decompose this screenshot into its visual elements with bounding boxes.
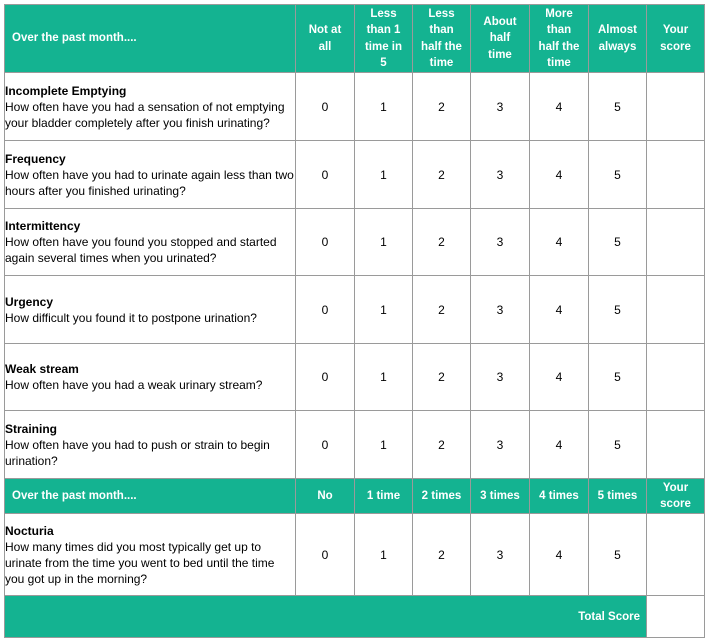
score-option-5[interactable]: 5 <box>589 514 647 596</box>
question-cell <box>5 209 296 276</box>
score-option-1[interactable]: 1 <box>355 344 413 411</box>
score-option-5[interactable]: 5 <box>589 344 647 411</box>
score-option-5[interactable]: 5 <box>589 411 647 479</box>
question-text: How often have you found you stopped and started again several times when you urinated? <box>5 235 277 265</box>
score-option-3[interactable]: 3 <box>471 73 530 141</box>
score-option-3[interactable]: 3 <box>471 344 530 411</box>
your-score-field[interactable] <box>647 276 705 344</box>
question-row-straining <box>5 411 705 479</box>
score-option-4[interactable]: 4 <box>530 514 589 596</box>
score-option-1[interactable]: 1 <box>355 411 413 479</box>
header-col-no: No <box>296 479 355 514</box>
question-title: Urgency <box>5 294 54 309</box>
score-option-4[interactable]: 4 <box>530 344 589 411</box>
score-option-3[interactable]: 3 <box>471 141 530 209</box>
score-option-2[interactable]: 2 <box>413 73 471 141</box>
header-question: Over the past month.... <box>5 479 296 514</box>
question-title: Weak stream <box>5 362 79 376</box>
score-option-3[interactable]: 3 <box>471 411 530 479</box>
score-option-3[interactable]: 3 <box>471 209 530 276</box>
your-score-field[interactable] <box>647 73 705 141</box>
score-option-4[interactable]: 4 <box>530 276 589 344</box>
score-option-2[interactable]: 2 <box>413 411 471 479</box>
score-option-2[interactable]: 2 <box>413 344 471 411</box>
question-cell <box>5 141 296 209</box>
header-col-1-time: 1 time <box>355 479 413 514</box>
question-title: Straining <box>5 421 58 436</box>
score-option-1[interactable]: 1 <box>355 209 413 276</box>
header-col-about-half: About half time <box>471 5 530 73</box>
your-score-field[interactable] <box>647 344 705 411</box>
question-title: Nocturia <box>5 523 54 538</box>
score-option-1[interactable]: 1 <box>355 73 413 141</box>
score-option-0[interactable]: 0 <box>296 209 355 276</box>
score-option-2[interactable]: 2 <box>413 276 471 344</box>
question-text: How difficult you found it to postpone urination? <box>5 310 257 325</box>
question-row-frequency <box>5 141 705 209</box>
symptom-score-table <box>4 4 705 638</box>
header-col-4-times: 4 times <box>530 479 589 514</box>
question-cell <box>5 344 296 411</box>
score-option-0[interactable]: 0 <box>296 514 355 596</box>
header-col-more-than-half: More than half the time <box>530 5 589 73</box>
score-option-0[interactable]: 0 <box>296 411 355 479</box>
score-option-4[interactable]: 4 <box>530 141 589 209</box>
header-col-your-score: Your score <box>647 479 705 514</box>
question-text: How often have you had a sensation of not emptying your bladder completely after you finish urinating? <box>5 99 285 130</box>
header-col-not-at-all: Not at all <box>296 5 355 73</box>
question-text: How often have you had a weak urinary stream? <box>5 378 263 392</box>
score-option-1[interactable]: 1 <box>355 514 413 596</box>
header-col-less-than-1-in-5: Less than 1 time in 5 <box>355 5 413 73</box>
score-option-0[interactable]: 0 <box>296 344 355 411</box>
score-option-0[interactable]: 0 <box>296 276 355 344</box>
score-option-5[interactable]: 5 <box>589 73 647 141</box>
question-row-intermittency <box>5 209 705 276</box>
question-title: Frequency <box>5 151 66 166</box>
header-row <box>5 5 705 73</box>
total-score-label: Total Score <box>5 596 647 638</box>
question-cell <box>5 276 296 344</box>
score-option-5[interactable]: 5 <box>589 276 647 344</box>
score-option-0[interactable]: 0 <box>296 73 355 141</box>
question-row-urgency <box>5 276 705 344</box>
score-option-0[interactable]: 0 <box>296 141 355 209</box>
your-score-field[interactable] <box>647 209 705 276</box>
question-row-weak-stream <box>5 344 705 411</box>
total-score-field[interactable] <box>647 596 705 638</box>
score-option-3[interactable]: 3 <box>471 514 530 596</box>
your-score-field[interactable] <box>647 514 705 596</box>
score-option-4[interactable]: 4 <box>530 73 589 141</box>
score-option-4[interactable]: 4 <box>530 209 589 276</box>
score-option-2[interactable]: 2 <box>413 141 471 209</box>
score-option-3[interactable]: 3 <box>471 276 530 344</box>
question-cell <box>5 514 296 596</box>
header-col-5-times: 5 times <box>589 479 647 514</box>
question-cell <box>5 73 296 141</box>
question-row-incomplete-emptying <box>5 73 705 141</box>
score-option-1[interactable]: 1 <box>355 141 413 209</box>
header-col-2-times: 2 times <box>413 479 471 514</box>
header-col-3-times: 3 times <box>471 479 530 514</box>
header-col-your-score: Your score <box>647 5 705 73</box>
header-col-less-than-half: Less than half the time <box>413 5 471 73</box>
score-option-5[interactable]: 5 <box>589 209 647 276</box>
question-text: How many times did you most typically get up to urinate from the time you went to bed until the time you got up in the morning? <box>5 539 275 586</box>
total-row <box>5 596 705 638</box>
question-text: How often have you had to urinate again less than two hours after you finished urinating? <box>5 167 294 198</box>
score-option-2[interactable]: 2 <box>413 514 471 596</box>
score-option-1[interactable]: 1 <box>355 276 413 344</box>
header-question: Over the past month.... <box>5 5 296 73</box>
question-cell <box>5 411 296 479</box>
score-option-4[interactable]: 4 <box>530 411 589 479</box>
question-title: Incomplete Emptying <box>5 83 127 98</box>
question-title: Intermittency <box>5 219 81 233</box>
header-col-almost-always: Almost always <box>589 5 647 73</box>
question-text: How often have you had to push or strain to begin urination? <box>5 437 270 468</box>
question-row-nocturia <box>5 514 705 596</box>
nocturia-header-row <box>5 479 705 514</box>
your-score-field[interactable] <box>647 411 705 479</box>
score-option-5[interactable]: 5 <box>589 141 647 209</box>
your-score-field[interactable] <box>647 141 705 209</box>
score-option-2[interactable]: 2 <box>413 209 471 276</box>
